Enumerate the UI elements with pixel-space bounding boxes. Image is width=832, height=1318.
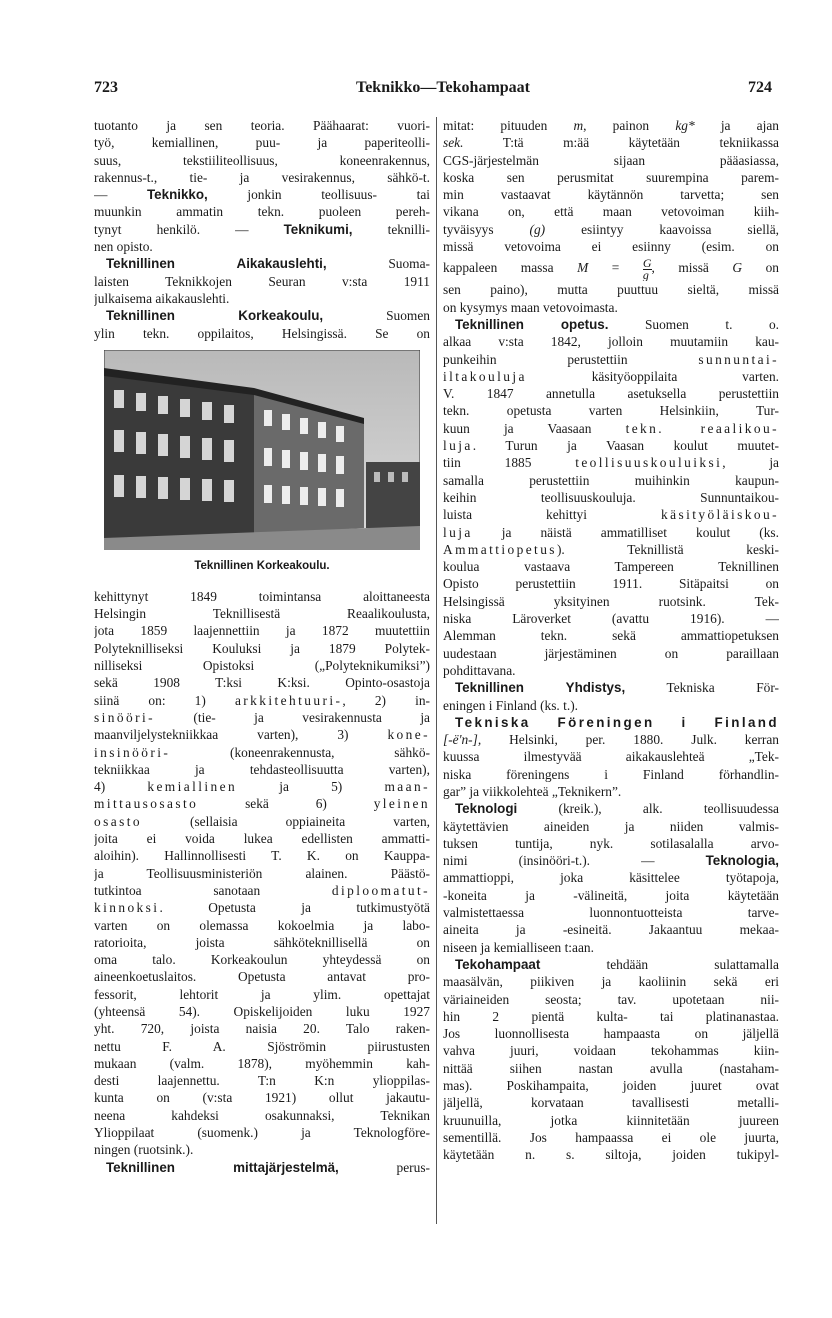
text-line: sinööri- (tie- ja vesirakennusta ja bbox=[94, 709, 430, 725]
building-photo bbox=[104, 350, 420, 550]
text-line: niska föreningens i Finland förhandlin- bbox=[443, 766, 779, 782]
headword-mittajarjestelma: Teknillinen mittajärjestelmä, bbox=[106, 1159, 339, 1175]
text-line: hin 2 pientä kulta- tai platinanastaa. bbox=[443, 1008, 779, 1024]
text-line: aineita ja -esineitä. Jakaantuu mekaa- bbox=[443, 922, 779, 938]
text-line: Tekohampaat tehdään sulattamalla bbox=[455, 956, 779, 972]
text-line: kruunuilla, jotka kiinnitetään juureen bbox=[443, 1112, 779, 1128]
text-line: tynyt henkilö. — Teknikumi, teknilli- bbox=[94, 221, 430, 237]
running-head-title: Teknikko—Tekohampaat bbox=[356, 79, 530, 96]
text-line: sementillä. Jos hampaassa ei ole juurta, bbox=[443, 1129, 779, 1145]
text-line: kuun ja Vaasaan tekn. reaalikou- bbox=[443, 420, 779, 436]
text-line: julkaisema aikakauslehti. bbox=[94, 290, 230, 306]
page-number-left: 723 bbox=[94, 79, 118, 96]
text-line: käytetään n. s. siltoja, joiden tukipyl- bbox=[443, 1147, 779, 1163]
text-line: nilliseksi Opistoksi („Polyteknikumiksi”) bbox=[94, 658, 430, 674]
headword-yhdistys: Teknillinen Yhdistys, bbox=[455, 680, 626, 696]
fraction: $\frac{G}{g}$ bbox=[642, 255, 652, 282]
text-line: mukaan (valm. 1878), myöhemmin kah- bbox=[94, 1055, 430, 1071]
text-line: tiin 1885 teollisuuskouluiksi, ja bbox=[443, 455, 779, 471]
text-line: Jos luonnollisesta hampaasta on jäljellä bbox=[443, 1026, 779, 1042]
text-line: kunta on (v:sta 1921) ollut jakautu- bbox=[94, 1090, 430, 1106]
text-line: kinnoksi. Opetusta ja tutkimustyötä bbox=[94, 900, 430, 916]
text-line: niska Läroverket (avattu 1916). — bbox=[443, 611, 779, 627]
text-line: -koneita ja -välineitä, joita käytetään bbox=[443, 887, 779, 903]
text-line: joita ei voida lukea edellisten ammatti- bbox=[94, 831, 430, 847]
text-line: punkeihin perustettiin sunnuntai- bbox=[443, 351, 779, 367]
text-line: osasto (sellaisia oppiaineita varten, bbox=[94, 813, 430, 829]
text-line: vikana on, että maan vetovoiman kiih- bbox=[443, 204, 779, 220]
text-line: Teknillinen opetus. Suomen t. o. bbox=[455, 316, 779, 332]
text-line: Teknologi (kreik.), alk. teollisuudessa bbox=[455, 801, 779, 817]
text-line: mittausosasto sekä 6) yleinen bbox=[94, 796, 430, 812]
text-line: desti laajennettu. T:n K:n ylioppilas- bbox=[94, 1073, 430, 1089]
text-line: uudestaan järjestäminen on paraillaan bbox=[443, 645, 779, 661]
text-line: gar” ja viikkolehteä „Teknikern”. bbox=[443, 783, 622, 799]
text-line: aloihin). Hallinnollisesti T. K. on Kauppa- bbox=[94, 848, 430, 864]
headword-teknologia: Teknologia, bbox=[705, 853, 779, 869]
text-line: CGS-järjestelmän sijaan pääasiassa, bbox=[443, 152, 779, 168]
text-line: maanviljelystekniikkaa varten), 3) kone- bbox=[94, 727, 430, 743]
text-line: iltakouluja käsityöoppilaita varten. bbox=[443, 368, 779, 384]
headword-aikakauslehti: Teknillinen Aikakauslehti, bbox=[106, 256, 327, 272]
text-line: Helsingin Teknillisestä Reaalikoulusta, bbox=[94, 606, 430, 622]
text-line: tekniikkaa ja tehdasteollisuutta varten), bbox=[94, 761, 430, 777]
text-line: maasälvän, piikiven ja kaoliinin sekä eri bbox=[443, 974, 779, 990]
text-line: sen paino), mutta puuttuu sieltä, missä bbox=[443, 282, 779, 298]
headword-tekniska-foreningen: Tekniska Föreningen i Finland bbox=[455, 714, 779, 730]
text-line: luja ja näistä ammatilliset koulut (ks. bbox=[443, 524, 779, 540]
text-line: väriaineiden seosta; tav. upotetaan nii- bbox=[443, 991, 779, 1007]
text-line: insinööri- (koneenrakennusta, sähkö- bbox=[94, 744, 430, 760]
text-line: yht. 720, joista naisia 20. Talo raken- bbox=[94, 1021, 430, 1037]
text-line: V. 1847 annetulla asetuksella perustettiin bbox=[443, 386, 779, 402]
text-line: laisten Teknikkojen Seuran v:sta 1911 bbox=[94, 273, 430, 289]
text-line: Ylioppilaat (suomenk.) ja Teknologföre- bbox=[94, 1125, 430, 1141]
text-line: aineenkoetuslaitos. Opetusta antavat pro- bbox=[94, 969, 430, 985]
text-line: Teknillinen mittajärjestelmä, perus- bbox=[106, 1159, 430, 1175]
text-line: Ammattiopetus). Teknillistä keski- bbox=[443, 541, 779, 557]
text-line: Polyteknilliseksi Kouluksi ja 1879 Polytek- bbox=[94, 640, 430, 656]
headword-teknikumi: Teknikumi, bbox=[283, 221, 353, 237]
text-line: alkaa v:sta 1842, jolloin muutamiin kau- bbox=[443, 334, 779, 350]
text-line: käytettävien aineiden ja niiden valmis- bbox=[443, 818, 779, 834]
text-line: samalla perustettiin muihinkin kaupun- bbox=[443, 472, 779, 488]
text-line: tekn. opetusta varten Helsinkiin, Tur- bbox=[443, 403, 779, 419]
text-line: nen opisto. bbox=[94, 239, 153, 255]
text-line: Helsingissä yksityinen ruotsink. Tek- bbox=[443, 593, 779, 609]
text-line: mas). Poskihampaita, joiden juuret ovat bbox=[443, 1078, 779, 1094]
text-line: Opisto perustettiin 1911. Sitäpaitsi on bbox=[443, 576, 779, 592]
text-line: luja. Turun ja Vaasan koulut muutet- bbox=[443, 438, 779, 454]
figure-caption: Teknillinen Korkeakoulu. bbox=[194, 559, 330, 572]
text-line: nimi (insinööri-t.). — Teknologia, bbox=[443, 853, 779, 869]
text-line: niseen ja kemialliseen t:aan. bbox=[443, 939, 594, 955]
text-line: siinä on: 1) arkkitehtuuri-, 2) in- bbox=[94, 692, 430, 708]
text-line: työ, kemiallinen, puu- ja paperiteolli- bbox=[94, 135, 430, 151]
text-line: vahva juuri, voidaan tekohammas kiin- bbox=[443, 1043, 779, 1059]
text-line: missä vetovoima ei esiinny (esim. on bbox=[443, 239, 779, 255]
text-line: rakennus-t., tie- ja vesirakennus, sähkö-t. bbox=[94, 169, 430, 185]
text-line: nittää siihen nastan avulla (nastaham- bbox=[443, 1060, 779, 1076]
text-line: (yhteensä 54). Opiskelijoiden luku 1927 bbox=[94, 1003, 430, 1019]
text-line: min vastaavat käytännön tarvetta; sen bbox=[443, 187, 779, 203]
text-line: Alemman tekn. sekä ammattiopetuksen bbox=[443, 628, 779, 644]
text-line: [-ë'n-], Helsinki, per. 1880. Julk. kerran bbox=[443, 732, 779, 748]
headword-teknikko: Teknikko, bbox=[147, 187, 208, 203]
page-number-right: 724 bbox=[748, 79, 772, 96]
text-line: ningen (ruotsink.). bbox=[94, 1142, 194, 1158]
text-line: koulua vastaava Tampereen Teknillinen bbox=[443, 559, 779, 575]
text-line: koska sen perusmitat suurempina parem- bbox=[443, 169, 779, 185]
text-line: ammattioppi, joka käsittelee työtapoja, bbox=[443, 870, 779, 886]
text-line: keihin teollisuuskouluja. Sunnuntaikou- bbox=[443, 489, 779, 505]
text-line: nettu F. A. Sjöströmin piirustusten bbox=[94, 1038, 430, 1054]
headword-opetus: Teknillinen opetus. bbox=[455, 316, 609, 332]
text-line: ylin tekn. oppilaitos, Helsingissä. Se on bbox=[94, 325, 430, 341]
text-line: ja Teollisuusministeriön alainen. Päästö- bbox=[94, 865, 430, 881]
headword-korkeakoulu: Teknillinen Korkeakoulu, bbox=[106, 308, 324, 324]
text-line: suus, tekstiiliteollisuus, koneenrakennus, bbox=[94, 152, 430, 168]
text-line: tyväisyys (g) esiintyy kaavoissa siellä, bbox=[443, 221, 779, 237]
headword-tekohampaat: Tekohampaat bbox=[455, 956, 541, 972]
text-line: eningen i Finland (ks. t.). bbox=[443, 697, 579, 713]
text-line: on kysymys maan vetovoimasta. bbox=[443, 299, 618, 315]
text-line: kuussa ilmestyvää aikakauslehteä „Tek- bbox=[443, 749, 779, 765]
text-line: Teknillinen Yhdistys, Tekniska För- bbox=[455, 680, 779, 696]
text-line: jäljellä, korvataan tavallisesti metalli- bbox=[443, 1095, 779, 1111]
right-column bbox=[443, 117, 779, 1164]
text-line: sekä 1908 T:ksi K:ksi. Opinto-osastoja bbox=[94, 675, 430, 691]
text-line: kehittynyt 1849 toimintansa aloittaneesta bbox=[94, 588, 430, 604]
text-line: fessorit, lehtorit ja ylim. opettajat bbox=[94, 986, 430, 1002]
text-line: luista kehittyi käsityöläiskou- bbox=[443, 507, 779, 523]
text-line: 4) kemiallinen ja 5) maan- bbox=[94, 779, 430, 795]
text-line: mitat: pituuden m, painon kg* ja ajan bbox=[443, 118, 779, 133]
text-line bbox=[443, 714, 779, 731]
text-line: Teknillinen Korkeakoulu, Suomen bbox=[106, 308, 430, 324]
formula-line: kappaleen massa M = $\frac{G}{g}$ , missä G on bbox=[443, 255, 779, 282]
headword-teknologi: Teknologi bbox=[455, 801, 518, 817]
text-line: Teknillinen Aikakauslehti, Suoma- bbox=[106, 256, 430, 272]
text-line: oma talo. Korkeakoulun yhteydessä on bbox=[94, 952, 430, 968]
text-line: sek. T:tä m:ää käytetään tekniikassa bbox=[443, 135, 779, 151]
column-divider bbox=[436, 117, 437, 1224]
text-line: tutkintoa sanotaan diploomatut- bbox=[94, 882, 430, 898]
text-line: tuksen tuntija, nyk. sotilasalalla arvo- bbox=[443, 835, 779, 851]
text-line: tuotanto ja sen teoria. Päähaarat: vuori- bbox=[94, 118, 430, 133]
text-line: muunkin ammatin tekn. puoleen pereh- bbox=[94, 204, 430, 220]
text-line: — Teknikko, jonkin teollisuus- tai bbox=[94, 187, 430, 203]
text-line: ratorioita, joista sähköteknillisellä on bbox=[94, 934, 430, 950]
text-line: pohdittavana. bbox=[443, 662, 516, 678]
figure bbox=[94, 350, 430, 584]
text-line: valmistettaessa luonnontuotteista tarve- bbox=[443, 905, 779, 921]
left-column bbox=[94, 117, 430, 1176]
text-line: neena kahdeksi osakunnaksi, Teknikan bbox=[94, 1107, 430, 1123]
text-line: jota 1859 laajennettiin ja 1872 muutettiin bbox=[94, 623, 430, 639]
text-line: varten on olemassa kokoelmia ja labo- bbox=[94, 917, 430, 933]
